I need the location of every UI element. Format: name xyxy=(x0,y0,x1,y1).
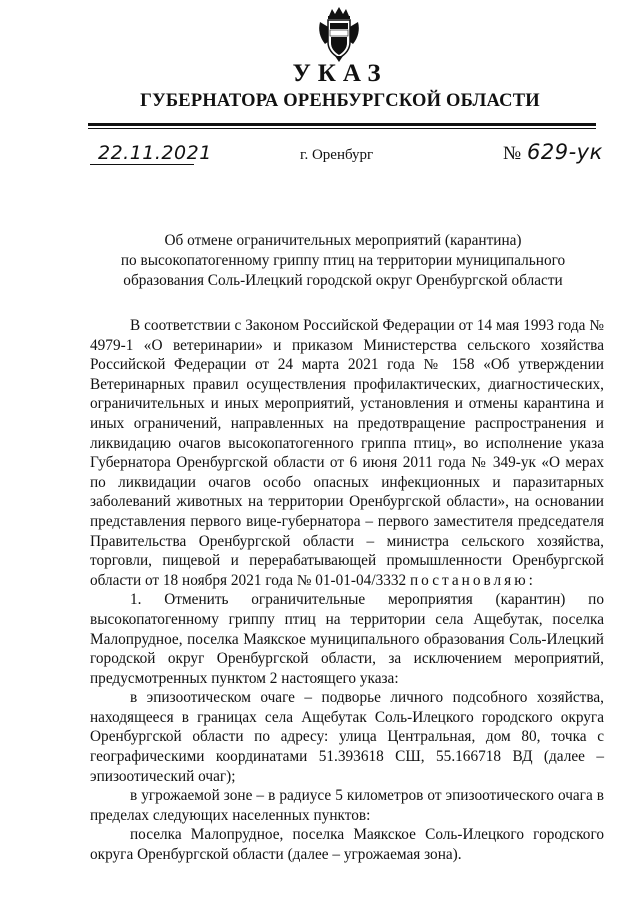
document-title: УКАЗ xyxy=(292,60,388,87)
orenburg-coat-of-arms-icon xyxy=(316,6,362,62)
heading-line: Об отмене ограничительных мероприятий (карантина) xyxy=(164,232,522,249)
decree-word: постановляю: xyxy=(410,571,536,589)
header-rule-thin xyxy=(88,128,596,129)
heading-line: по высокопатогенному гриппу птиц на территории муниципального xyxy=(120,252,566,269)
preamble-text: В соответствии с Законом Российской Федерации от 14 мая 1993 года № 4979-1 «О ветеринарии» и приказом Министерства сельского хозяйства Российской Федерации от 24 марта 2021 года № 158 «Об утверждении Ветеринарных правил осуществления профилактических, диагностических, ограничительных и иных мероприятий, установления и отмены карантина и иных ограничений, направленных на предотвращение распространения и ликвидацию очагов высокопатогенного гриппа птиц», во исполнение указа Губернатора Оренбургской области от 6 июня 2011 года № 349-ук «О мерах по ликвидации очагов особо опасных инфекционных и паразитарных заболеваний животных на территории Оренбургской области», на основании представления первого вице-губернатора – первого заместителя председателя Правительства Оренбургской области – министра сельского хозяйства, торговли, пищевой и перерабатывающей промышленности Оренбургской области от 18 ноября 2021 года № 01-01-04/3332 xyxy=(90,317,604,589)
settlements-paragraph: поселка Малопрудное, поселка Маякское Соль-Илецкого городского округа Оренбургской области (далее – угрожаемая зона). xyxy=(90,826,604,864)
epizootic-focus-paragraph: в эпизоотическом очаге – подворье личного подсобного хозяйства, находящееся в границах села Ащебутак Соль-Илецкого городского округа Оренбургской области по адресу: улица Центральная, дом 80, точка с географическими координатами 51.393618 СШ, 55.166718 ВД (далее – эпизоотический очаг); xyxy=(90,689,604,785)
date-underline xyxy=(90,164,194,165)
document-date: 22.11.2021 xyxy=(98,142,212,164)
document-number-label: № xyxy=(503,143,522,164)
document-subtitle: ГУБЕРНАТОРА ОРЕНБУРГСКОЙ ОБЛАСТИ xyxy=(140,91,540,111)
heading-line: образования Соль-Илецкий городской округ Оренбургской области xyxy=(123,272,563,289)
document-body xyxy=(90,316,604,865)
document-heading xyxy=(90,231,596,291)
item-1-paragraph: 1. Отменить ограничительные мероприятия (карантин) по высокопатогенному гриппу птиц на территории села Ащебутак, поселка Малопрудное, поселка Маякское муниципального образования Соль-Илецкий городской округ Оренбургской области, за исключением мероприятий, предусмотренных пунктом 2 настоящего указа: xyxy=(90,591,604,687)
document-number: 629-ук xyxy=(527,140,603,164)
document-city: г. Оренбург xyxy=(300,147,374,163)
preamble-paragraph xyxy=(90,316,604,590)
threat-zone-paragraph: в угрожаемой зоне – в радиусе 5 километров от эпизоотического очага в пределах следующих населенных пунктов: xyxy=(90,787,604,824)
header-rule-thick xyxy=(88,123,596,126)
